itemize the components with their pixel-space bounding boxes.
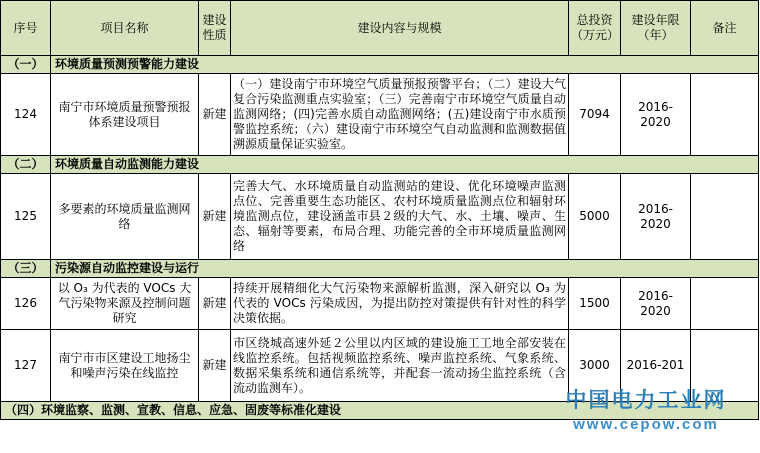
watermark-title: 中国电力工业网	[565, 388, 727, 412]
section-title-combined	[1, 402, 759, 420]
row-nature: 新建	[199, 278, 231, 330]
table-row	[1, 330, 759, 402]
row-investment: 1500	[569, 278, 621, 330]
section-label: （一）	[1, 56, 51, 74]
section-row	[1, 260, 759, 278]
table-row	[1, 278, 759, 330]
section-row	[1, 56, 759, 74]
row-period: 2016-2020	[621, 278, 691, 330]
header-no: 序号	[1, 1, 51, 56]
row-remark	[691, 174, 759, 260]
row-content: 持续开展精细化大气污染物来源解析监测，深入研究以 O₃ 为代表的 VOCs 污染成因，为提出防控对策提供有针对性的科学决策依据。	[231, 278, 569, 330]
row-name: 南宁市环境质量预警预报体系建设项目	[51, 74, 199, 156]
table-row	[1, 74, 759, 156]
watermark-url: www.cepow.com	[573, 416, 719, 433]
section-title: 环境质量预测预警能力建设	[51, 56, 759, 74]
row-nature: 新建	[199, 74, 231, 156]
row-period: 2016-2020	[621, 74, 691, 156]
header-name: 项目名称	[51, 1, 199, 56]
section-title: 污染源自动监控建设与运行	[51, 260, 759, 278]
section-label: （四）	[5, 403, 42, 417]
row-name: 南宁市市区建设工地扬尘和噪声污染在线监控	[51, 330, 199, 402]
row-period: 2016-2020	[621, 174, 691, 260]
row-name: 以 O₃ 为代表的 VOCs 大气污染物来源及控制问题研究	[51, 278, 199, 330]
header-row	[1, 1, 759, 56]
row-content: 市区绕城高速外延２公里以内区域的建设施工工地全部安装在线监控系统。包括视频监控系统、噪声监控系统、气象系统、数据采集系统和通信系统等，并配套一流动扬尘监控系统（含流动监测车）。	[231, 330, 569, 402]
section-title: 环境质量自动监测能力建设	[51, 156, 759, 174]
row-investment: 5000	[569, 174, 621, 260]
header-remark: 备注	[691, 1, 759, 56]
row-no: 126	[1, 278, 51, 330]
row-content: 完善大气、水环境质量自动监测站的建设、优化环境噪声监测点位、完善重要生态功能区、农村环境质量监测点位和辐射环境监测点位，建设涵盖市县２级的大气、水、土壤、噪声、生态、辐射等要素，布局合理、功能完善的全市环境质量监测网络	[231, 174, 569, 260]
header-investment: 总投资（万元）	[569, 1, 621, 56]
row-name: 多要素的环境质量监测网络	[51, 174, 199, 260]
row-remark	[691, 74, 759, 156]
section-title: 环境监察、监测、宣教、信息、应急、固废等标准化建设	[41, 403, 342, 417]
row-nature: 新建	[199, 330, 231, 402]
section-label: （二）	[1, 156, 51, 174]
row-no: 125	[1, 174, 51, 260]
table-row	[1, 174, 759, 260]
header-content: 建设内容与规模	[231, 1, 569, 56]
row-nature: 新建	[199, 174, 231, 260]
header-period: 建设年限（年）	[621, 1, 691, 56]
section-label: （三）	[1, 260, 51, 278]
row-investment: 3000	[569, 330, 621, 402]
row-period: 2016-201	[621, 330, 691, 402]
row-remark	[691, 330, 759, 402]
section-row	[1, 402, 759, 420]
row-no: 124	[1, 74, 51, 156]
row-investment: 7094	[569, 74, 621, 156]
row-content: （一）建设南宁市环境空气质量预报预警平台；（二）建设大气复合污染监测重点实验室；（三）完善南宁市环境空气质量自动监测网络；(四)完善水质自动监测网络；(五)建设南宁市水质预警监控系统；（六）建设南宁市环境空气自动监测和监测数据值溯源质量保证实验室。	[231, 74, 569, 156]
row-remark	[691, 278, 759, 330]
row-no: 127	[1, 330, 51, 402]
header-nature: 建设性质	[199, 1, 231, 56]
section-row	[1, 156, 759, 174]
